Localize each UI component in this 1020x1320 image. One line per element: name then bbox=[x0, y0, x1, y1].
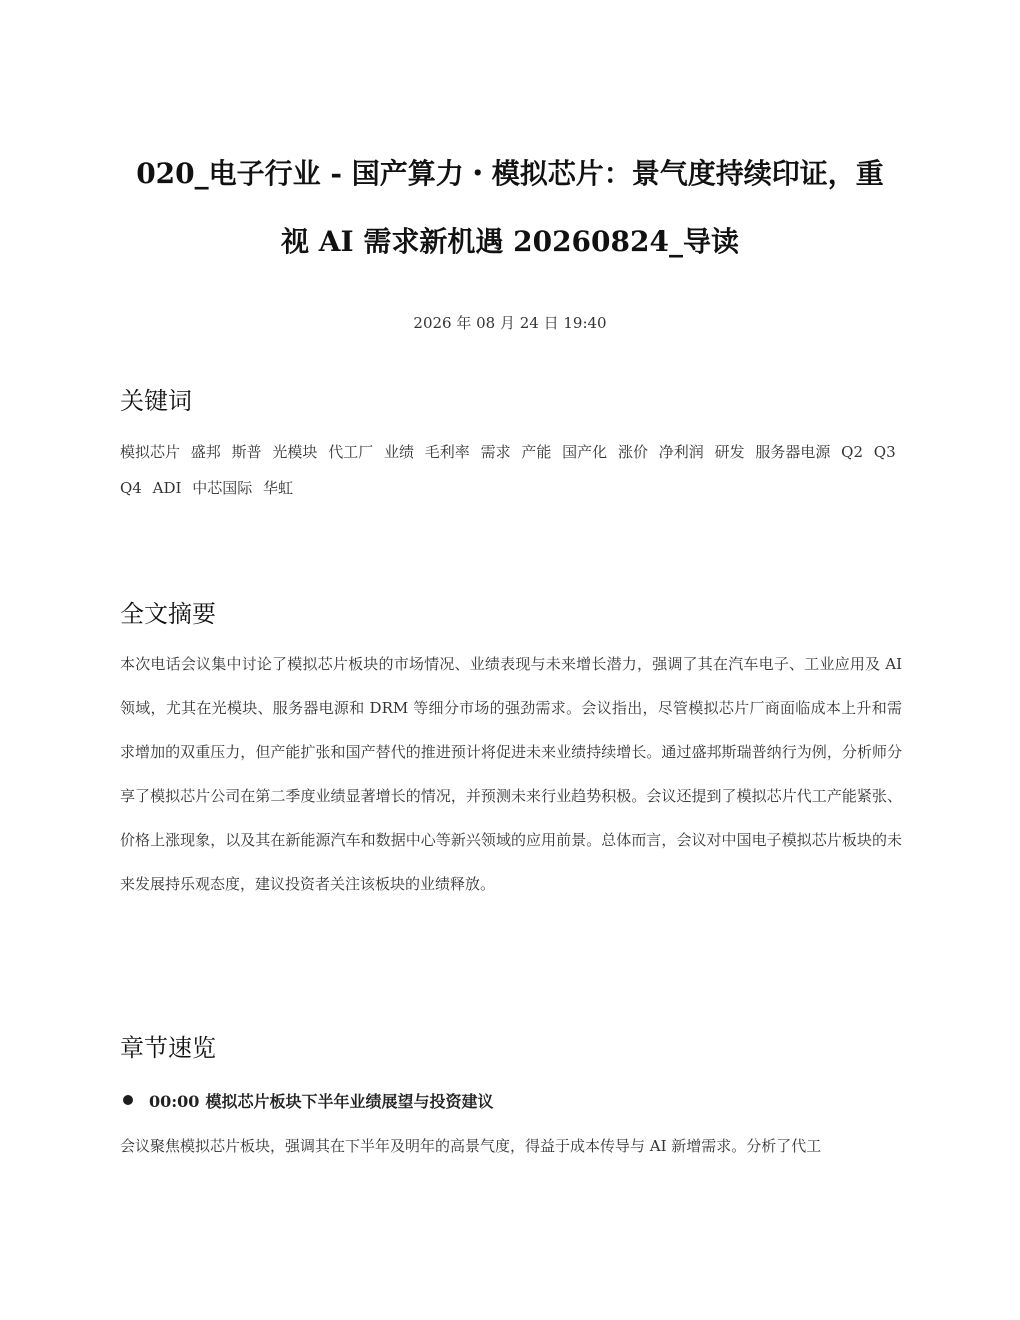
chapter-body: 会议聚焦模拟芯片板块，强调其在下半年及明年的高景气度，得益于成本传导与 AI 新增需求。分析了代工 bbox=[120, 1137, 822, 1155]
keyword-tag: 产能 bbox=[521, 443, 552, 461]
document-title bbox=[100, 140, 920, 276]
title-line-1: 020_电子行业 - 国产算力・模拟芯片：景气度持续印证，重 bbox=[136, 157, 884, 190]
chapter-title-text: 模拟芯片板块下半年业绩展望与投资建议 bbox=[205, 1091, 494, 1111]
keyword-tag: ADI bbox=[152, 479, 182, 497]
keyword-tag: 毛利率 bbox=[424, 443, 470, 461]
keyword-tag: 盛邦 bbox=[190, 443, 221, 461]
keyword-tag: 涨价 bbox=[617, 443, 648, 461]
bullet-icon bbox=[123, 1095, 133, 1105]
chapter-item bbox=[120, 1085, 902, 1115]
keyword-tag: Q4 bbox=[120, 479, 142, 497]
keywords-list bbox=[120, 434, 902, 506]
title-line-2: 视 AI 需求新机遇 20260824_导读 bbox=[281, 225, 739, 258]
keyword-tag: 模拟芯片 bbox=[120, 443, 181, 461]
keyword-tag: 中芯国际 bbox=[192, 479, 253, 497]
keyword-tag: Q3 bbox=[873, 443, 896, 461]
keywords-heading: 关键词 bbox=[120, 387, 192, 415]
keyword-tag: 斯普 bbox=[231, 443, 262, 461]
keyword-tag: 光模块 bbox=[272, 443, 318, 461]
chapter-header bbox=[120, 1085, 902, 1115]
keyword-tag: 国产化 bbox=[562, 443, 608, 461]
summary-heading: 全文摘要 bbox=[120, 600, 216, 628]
keyword-tag: 服务器电源 bbox=[755, 443, 831, 461]
summary-text: 本次电话会议集中讨论了模拟芯片板块的市场情况、业绩表现与未来增长潜力，强调了其在汽车电子、工业应用及 AI 领域，尤其在光模块、服务器电源和 DRM 等细分市场的强劲需求。会议指出，尽管模拟芯片厂商面临成本上升和需求增加的双重压力，但产能扩张和国产替代的推进预计将促进未来业绩持续增长。通过盛邦斯瑞普纳行为例，分析师分享了模拟芯片公司在第二季度业绩显著增长的情况，并预测未来行业趋势积极。会议还提到了模拟芯片代工产能紧张、价格上涨现象，以及其在新能源汽车和数据中心等新兴领域的应用前景。总体而言，会议对中国电子模拟芯片板块的未来发展持乐观态度，建议投资者关注该板块的业绩释放。 bbox=[120, 655, 902, 893]
chapter-title bbox=[149, 1089, 493, 1112]
keyword-tag: Q2 bbox=[841, 443, 863, 461]
keyword-tag: 业绩 bbox=[383, 443, 414, 461]
keyword-tag: 净利润 bbox=[658, 443, 704, 461]
keyword-tag: 代工厂 bbox=[328, 443, 374, 461]
keyword-tag: 需求 bbox=[480, 443, 511, 461]
keyword-tag: 华虹 bbox=[263, 479, 294, 497]
keyword-tag: 研发 bbox=[714, 443, 745, 461]
chapters-heading: 章节速览 bbox=[120, 1034, 216, 1062]
chapter-timestamp: 00:00 bbox=[149, 1091, 200, 1111]
document-date: 2026 年 08 月 24 日 19:40 bbox=[413, 314, 607, 332]
